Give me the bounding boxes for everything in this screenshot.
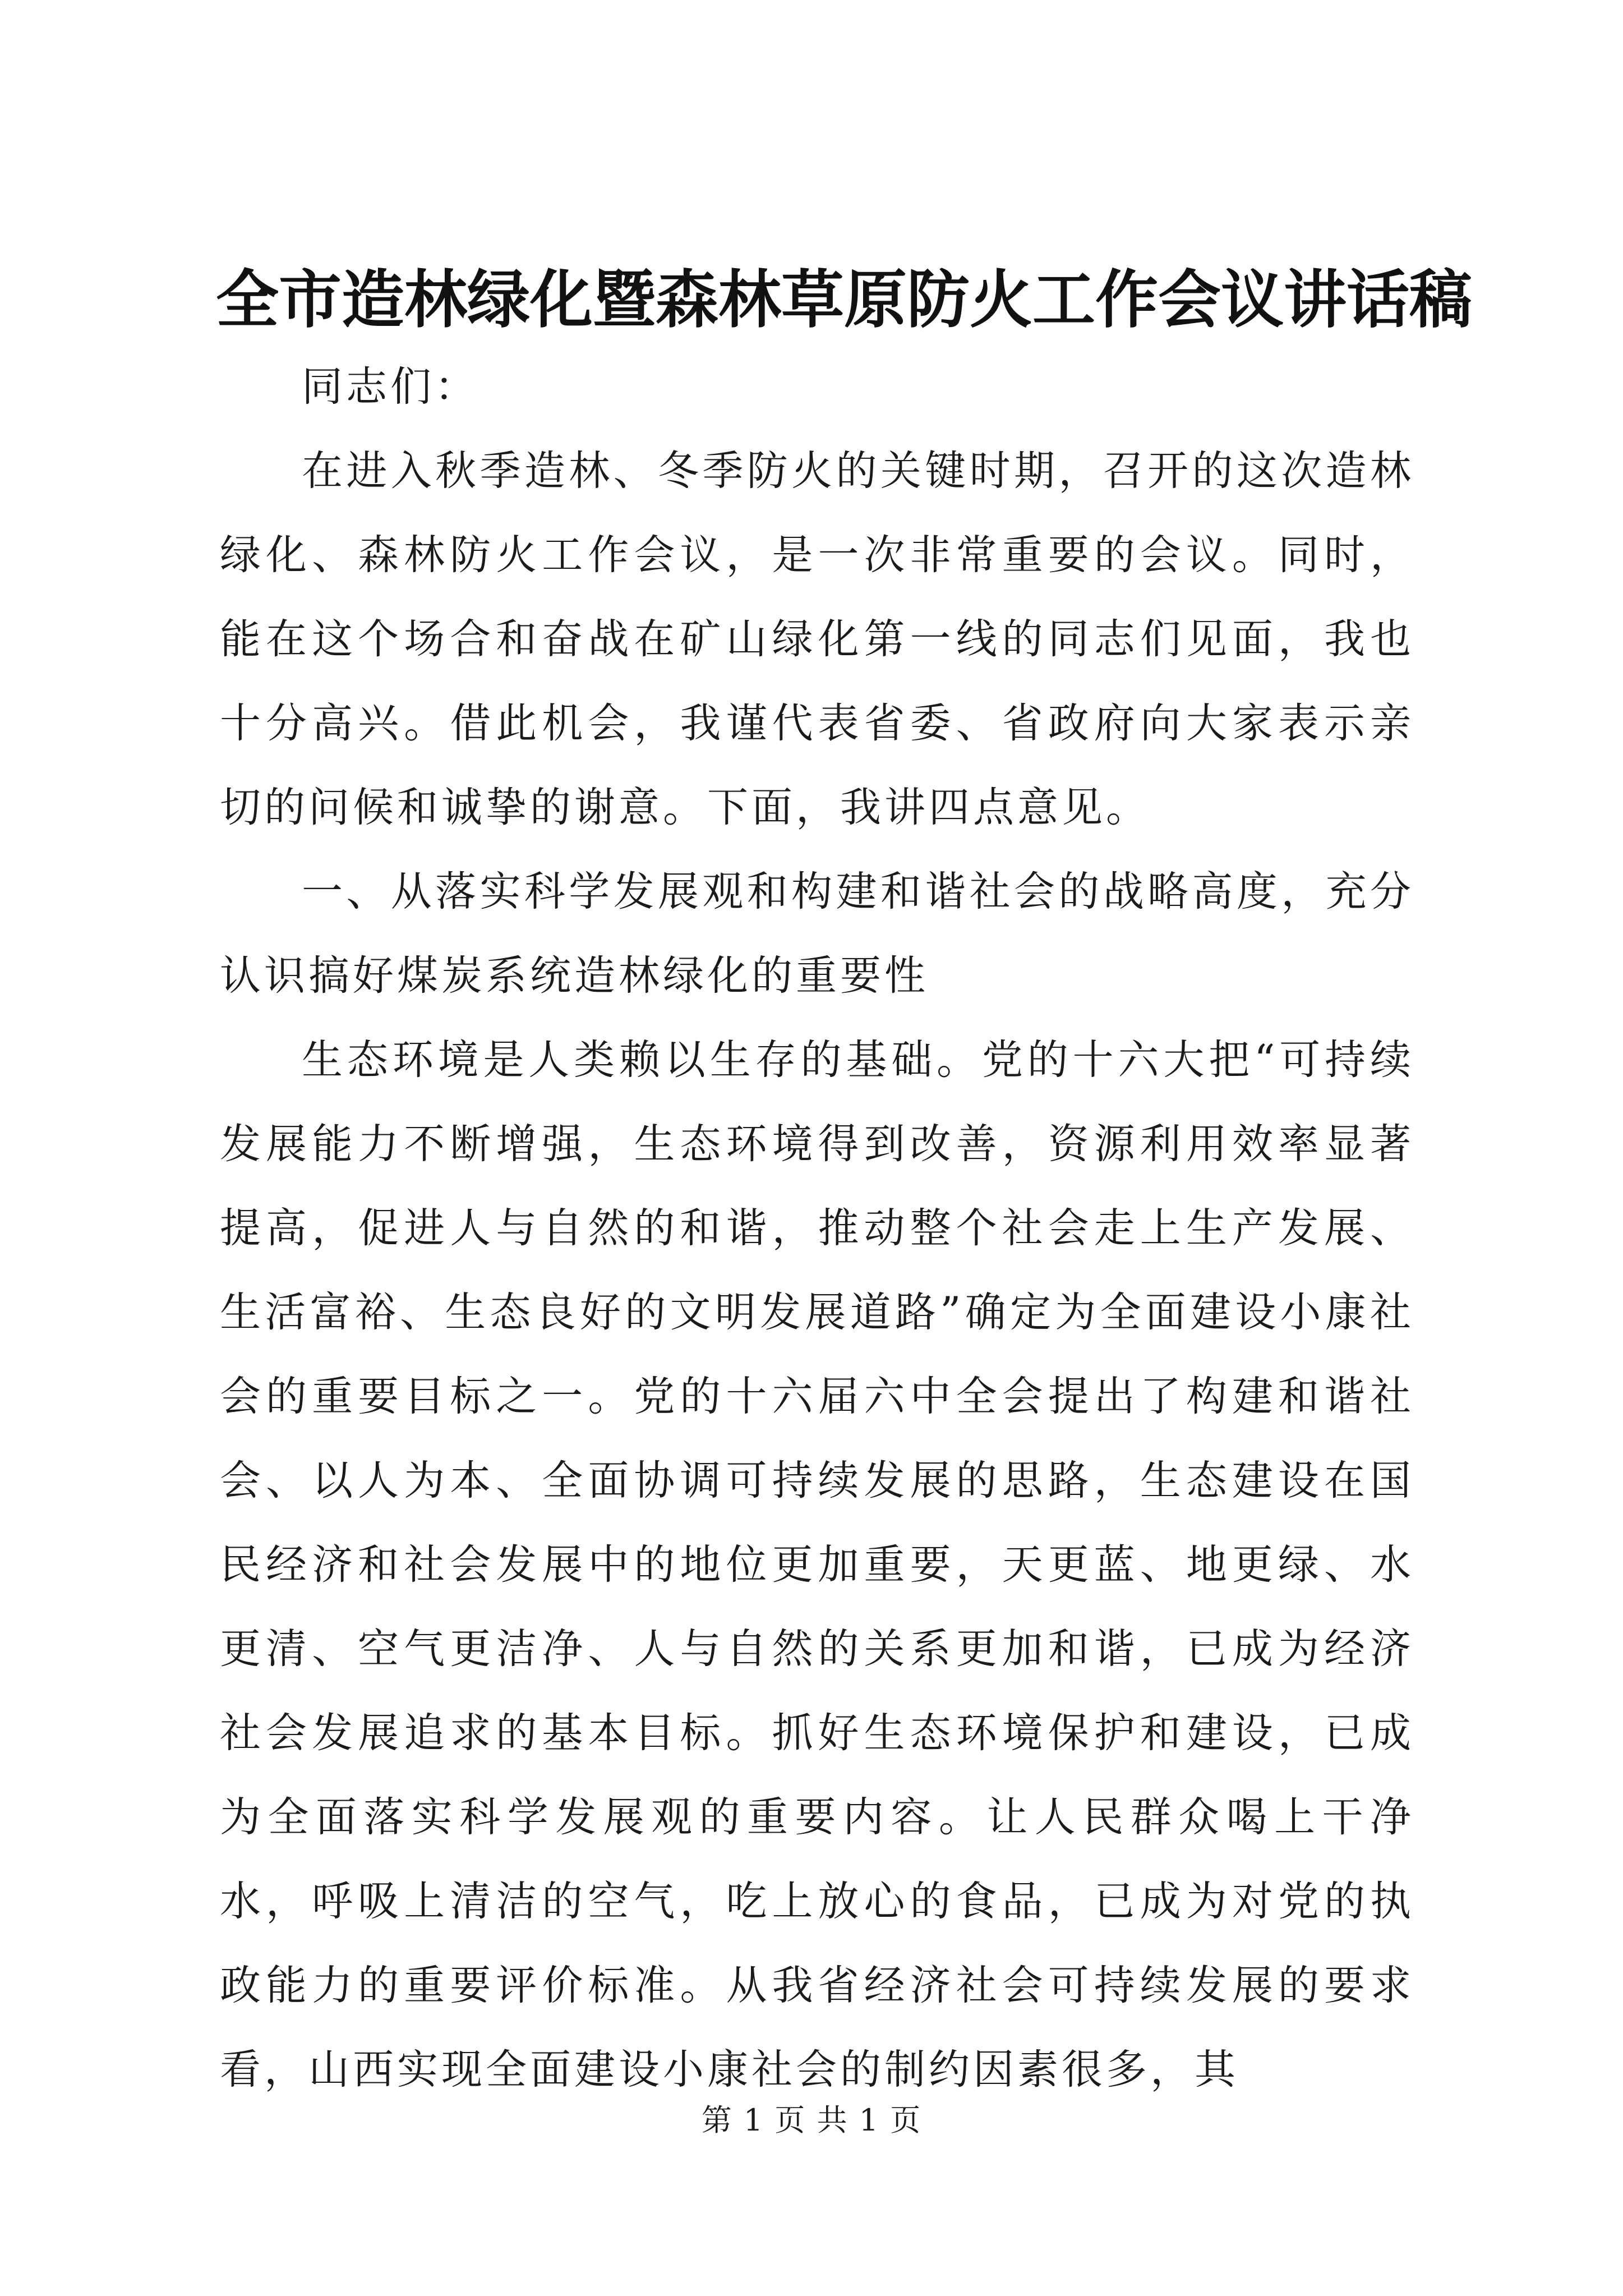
- document-body: [220, 345, 1414, 2112]
- section-heading-one: 一、从落实科学发展观和构建和谐社会的战略高度，充分认识搞好煤炭系统造林绿化的重要性: [220, 868, 1414, 1000]
- paragraph-ecology: 生态环境是人类赖以生存的基础。党的十六大把“可持续发展能力不断增强，生态环境得到改善，资源利用效率显著提高，促进人与自然的和谐，推动整个社会走上生产发展、生活富裕、生态良好的文明发展道路”确定为全面建设小康社会的重要目标之一。党的十六届六中全会提出了构建和谐社会、以人为本、全面协调可持续发展的思路，生态建设在国民经济和社会发展中的地位更加重要，天更蓝、地更绿、水更清、空气更洁净、人与自然的关系更加和谐，已成为经济社会发展追求的基本目标。抓好生态环境保护和建设，已成为全面落实科学发展观的重要内容。让人民群众喝上干净水，呼吸上清洁的空气，吃上放心的食品，已成为对党的执政能力的重要评价标准。从我省经济社会可持续发展的要求看，山西实现全面建设小康社会的制约因素很多，其: [220, 1036, 1414, 2093]
- paragraph-opening: 在进入秋季造林、冬季防火的关键时期，召开的这次造林绿化、森林防火工作会议，是一次非常重要的会议。同时，能在这个场合和奋战在矿山绿化第一线的同志们见面，我也十分高兴。借此机会，我谨代表省委、省政府向大家表示亲切的问候和诚挚的谢意。下面，我讲四点意见。: [220, 447, 1414, 831]
- document-title: 全市造林绿化暨森林草原防火工作会议讲话稿: [216, 263, 1472, 337]
- greeting: 同志们：: [302, 363, 479, 411]
- page-number-footer: 第 1 页 共 1 页: [701, 2102, 922, 2138]
